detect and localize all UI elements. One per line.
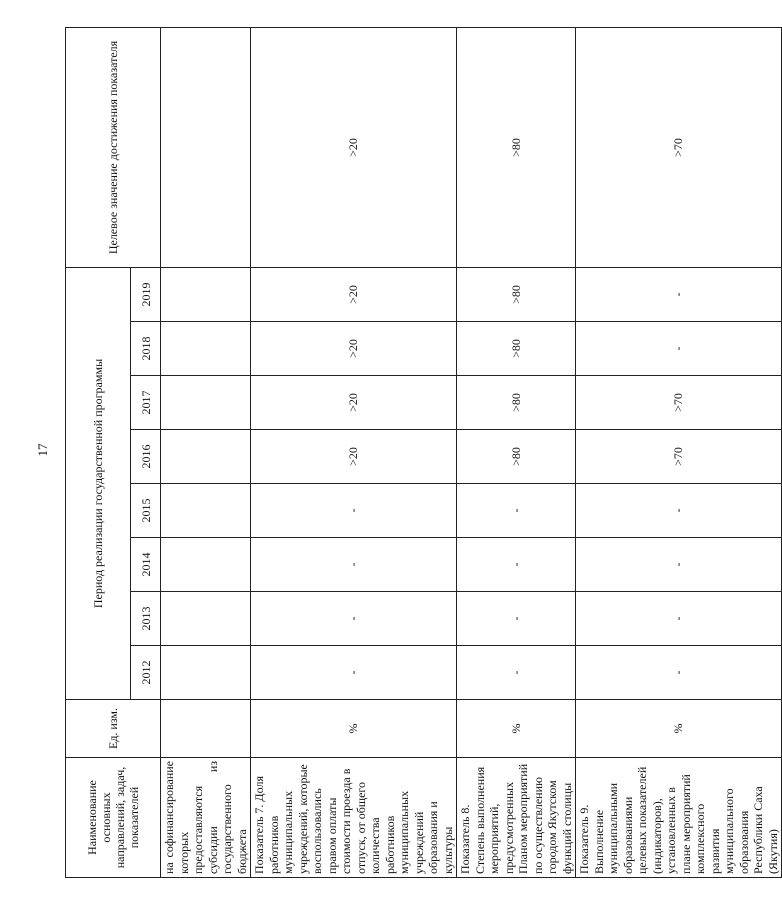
year-cell: 2015: [131, 484, 161, 538]
value-cell: >80: [457, 322, 576, 376]
header-name: Наименование основных направлений, задач, показателей: [66, 758, 161, 878]
value-cell: -: [251, 592, 457, 646]
value-cell: >70: [576, 376, 782, 430]
value-cell: [161, 430, 251, 484]
value-cell: [161, 592, 251, 646]
table-row: [161, 27, 251, 877]
value-cell: -: [251, 538, 457, 592]
year-cell: 2018: [131, 322, 161, 376]
value-cell: -: [457, 538, 576, 592]
value-cell: [161, 538, 251, 592]
year-cell: 2013: [131, 592, 161, 646]
value-cell: -: [576, 538, 782, 592]
value-cell: -: [576, 646, 782, 700]
target-cell: [161, 27, 251, 267]
header-row: [66, 27, 131, 877]
indicator-name: Показатель 7. Доля работников муниципальных учреждений, которые воспользовались правом оплаты стоимости проезда в отпуск, от общего количества работников муниципальных учреждений образования и культуры: [251, 758, 457, 878]
target-cell: >70: [576, 27, 782, 267]
value-cell: [161, 322, 251, 376]
value-cell: [161, 484, 251, 538]
value-cell: >20: [251, 267, 457, 321]
value-cell: >20: [251, 430, 457, 484]
value-cell: >80: [457, 267, 576, 321]
value-cell: >20: [251, 376, 457, 430]
value-cell: -: [457, 484, 576, 538]
value-cell: [161, 267, 251, 321]
value-cell: [161, 376, 251, 430]
value-cell: -: [576, 267, 782, 321]
year-cell: 2016: [131, 430, 161, 484]
table-row: [576, 27, 782, 877]
value-cell: -: [457, 646, 576, 700]
indicators-table: [65, 27, 782, 878]
indicator-name: Показатель 9. Выполнение муниципальными образованиями целевых показателей (индикаторов), установленных в плане мероприятий комплексного развития муниципального образования Республики Саха (Якутия): [576, 758, 782, 878]
unit-cell: %: [576, 700, 782, 758]
indicator-name: на софинансирование которых предоставляются субсидии из государственного бюджета: [161, 758, 251, 878]
unit-cell: %: [251, 700, 457, 758]
value-cell: >80: [457, 430, 576, 484]
rotated-table-container: [65, 28, 780, 878]
year-cell: 2017: [131, 376, 161, 430]
value-cell: -: [251, 484, 457, 538]
unit-cell: %: [457, 700, 576, 758]
value-cell: -: [576, 592, 782, 646]
indicator-name: Показатель 8. Степень выполнения мероприятий, предусмотренных Планом мероприятий по осуществлению городом Якутском функций столицы: [457, 758, 576, 878]
target-cell: >80: [457, 27, 576, 267]
header-unit: Ед. изм.: [66, 700, 161, 758]
table-row: [251, 27, 457, 877]
year-cell: 2012: [131, 646, 161, 700]
value-cell: >20: [251, 322, 457, 376]
page-number: 17: [35, 443, 50, 457]
year-cell: 2019: [131, 267, 161, 321]
value-cell: [161, 646, 251, 700]
header-period: Период реализации государственной программы: [66, 267, 131, 699]
year-cell: 2014: [131, 538, 161, 592]
target-cell: >20: [251, 27, 457, 267]
value-cell: -: [457, 592, 576, 646]
value-cell: -: [251, 646, 457, 700]
value-cell: -: [576, 484, 782, 538]
table-row: [457, 27, 576, 877]
unit-cell: [161, 700, 251, 758]
header-target: Целевое значение достижения показателя: [66, 27, 161, 267]
value-cell: >80: [457, 376, 576, 430]
value-cell: -: [576, 322, 782, 376]
value-cell: >70: [576, 430, 782, 484]
